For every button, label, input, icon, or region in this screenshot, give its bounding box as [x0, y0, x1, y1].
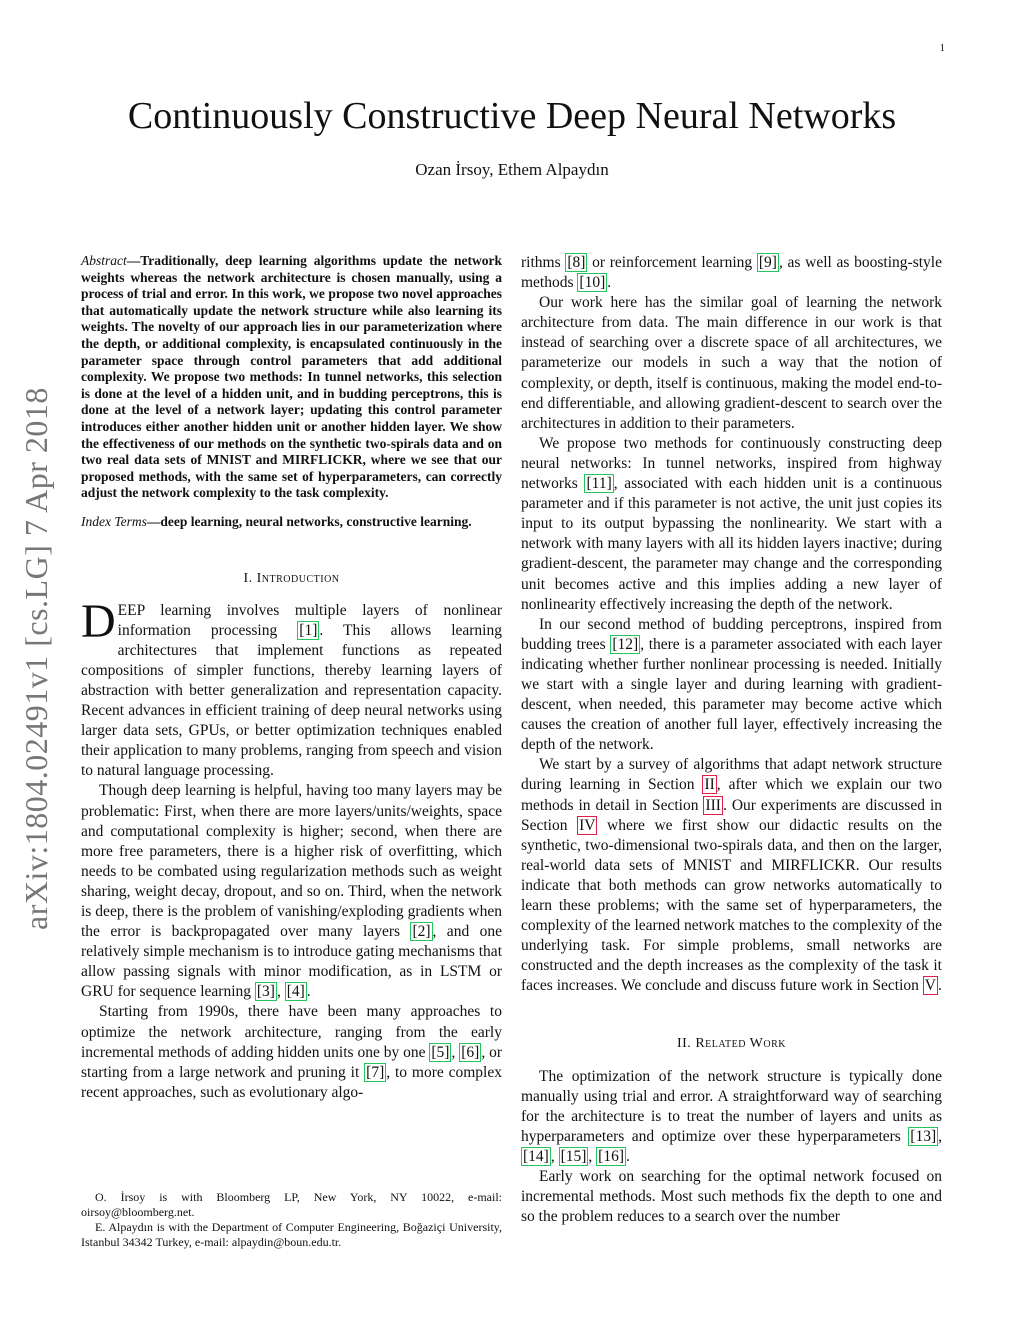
citation-link[interactable]: [1]: [299, 621, 318, 639]
citation-link[interactable]: [7]: [366, 1063, 385, 1081]
text-run: , after which we explain our two methods in detail in Section: [521, 776, 942, 814]
text-run: We propose two methods for continuously constructing deep neural networks: In tunnel networks, inspired from highway networks: [521, 434, 942, 493]
arxiv-watermark: arXiv:1804.02491v1 [cs.LG] 7 Apr 2018: [18, 387, 54, 930]
citation-link[interactable]: [5]: [431, 1043, 450, 1061]
citation-link[interactable]: [12]: [612, 635, 639, 653]
right-paragraph-1: [521, 253, 942, 293]
right-column: [521, 253, 942, 1227]
citation-link[interactable]: [15]: [560, 1147, 587, 1165]
citation-link[interactable]: [14]: [523, 1147, 549, 1165]
section-numeral: I.: [243, 570, 257, 586]
section-numeral: II.: [676, 1036, 696, 1052]
footnote-2: E. Alpaydın is with the Department of Computer Engineering, Boğaziçi University, Istanbul 34342 Turkey, e-mail: alpaydin@boun.edu.tr.: [81, 1220, 502, 1249]
text-run: Though deep learning is helpful, having too many layers may be problematic: First, when there are more layers/units/weights, space and computational complexity is higher; second, when there are more free parameters, there is a higher risk of overfitting, which needs to be combated using regularization methods such as weight sharing, weight decay, dropout, and so on. Third, when the network is deep, there is the problem of vanishing/exploding gradients when the error is backpropagated over many layers: [81, 782, 502, 941]
footnotes: [81, 1190, 502, 1250]
text-run: , as well as boosting-style methods: [521, 254, 942, 292]
intro-paragraph-1: [81, 594, 502, 782]
text-run: ,: [451, 1043, 460, 1061]
text-run: EEP learning involves multiple layers of nonlinear information processing: [117, 601, 502, 639]
section-heading-related-work: [521, 1034, 942, 1054]
section-heading-introduction: [81, 569, 502, 589]
right-paragraph-4: [521, 615, 942, 756]
citation-link[interactable]: [6]: [461, 1043, 480, 1061]
text-run: where we first show our didactic results on the synthetic, two-dimensional two-spirals data, and then on the larger, real-world data sets of MNIST and MIRFLICKR. Our results indicate that both methods can grow networks automatically to learn these problems; with the same set of hyperparameters, the complexity of the learned network matches to the complexity of the underlying task. For simple problems, small networks are constructed and the depth increases as the complexity of the task it faces increases. We conclude and discuss future work in Section: [521, 816, 942, 995]
text-run: rithms: [521, 254, 566, 271]
text-run: Starting from 1990s, there have been many approaches to optimize the network architecture, ranging from the early incremental methods of adding hidden units one by one: [81, 1003, 502, 1061]
related-work-paragraph-1: [521, 1067, 942, 1167]
citation-link[interactable]: [8]: [567, 254, 586, 271]
text-run: , and one relatively simple mechanism is to introduce gating mechanisms that allow passing signals with minor modification, as in LSTM or GRU for sequence learning: [81, 923, 502, 1001]
intro-paragraph-2: [81, 781, 502, 1002]
citation-link[interactable]: [11]: [586, 475, 612, 493]
citation-link[interactable]: [13]: [910, 1127, 937, 1145]
text-run: ,: [276, 983, 285, 1001]
abstract: [81, 253, 502, 502]
right-paragraph-2: Our work here has the similar goal of learning the network architecture from data. The main difference in our work is that instead of searching over a discrete space of all architectures, we parameterize our models in such a way that the notion of complexity, or depth, itself is continuous, making the model end-to-end differentiable, and allowing gradient-descent to search over the architectures in addition to their parameters.: [521, 294, 942, 432]
text-run: . This allows learning architectures that implement functions as repeated compositions of simpler functions, thereby learning layers of abstraction with better generalization and representation capacity. Recent advances in efficient training of deep neural networks using larger data sets, GPUs, or better optimization techniques enabled their application to many problems, ranging from speech and vision to natural language processing.: [81, 621, 502, 780]
index-terms-text: —deep learning, neural networks, constructive learning.: [146, 513, 472, 529]
text-run: or reinforcement learning: [587, 254, 757, 271]
citation-link[interactable]: [2]: [412, 923, 431, 941]
text-run: In our second method of budding perceptrons, inspired from budding trees: [521, 615, 942, 653]
text-run: .: [625, 1147, 630, 1165]
footnote-1: O. İrsoy is with Bloomberg LP, New York, NY 10022, e-mail: oirsoy@bloomberg.net.: [81, 1190, 502, 1219]
section-title: Introduction: [256, 570, 340, 586]
paper-authors: Ozan İrsoy, Ethem Alpaydın: [415, 160, 609, 179]
abstract-label: Abstract: [81, 253, 127, 268]
section-ref-link[interactable]: III: [705, 796, 721, 814]
text-run: , there is a parameter associated with each layer indicating whether further nonlinear processing is needed. Initially we start with a single layer and during learning with gradient-descent, when needed, this parameter may become active which causes the creation of another full layer, effectively increasing the depth of the network.: [521, 635, 942, 754]
related-work-paragraph-2: Early work on searching for the optimal network focused on incremental methods. Most such methods fix the depth to one and so the problem reduces to a search over the number: [521, 1168, 942, 1226]
text-run: The optimization of the network structure is typically done manually using trial and error. A straightforward way of searching for the architecture is to treat the number of layers and units as hyperparameters and optimize over these hyperparameters: [521, 1067, 942, 1145]
citation-link[interactable]: [3]: [256, 983, 275, 1001]
citation-link[interactable]: [9]: [758, 254, 777, 271]
text-run: , associated with each hidden unit is a continuous parameter and if this parameter is not active, the unit just copies its input to its output bypassing the nonlinearity. We start with a network with many layers with all its hidden layers inactive; during gradient-descent, the parameter may change and the corresponding unit becomes active and this implies adding a new layer of nonlinearity effectively increasing the depth of the network.: [521, 475, 942, 613]
text-run: ,: [550, 1147, 559, 1165]
right-paragraph-3: [521, 434, 942, 615]
drop-cap: D: [81, 594, 116, 648]
text-run: ,: [588, 1147, 597, 1165]
page-number: 1: [939, 42, 945, 54]
text-run: .: [607, 274, 612, 292]
paper-title: Continuously Constructive Deep Neural Networks: [127, 95, 897, 137]
section-ref-link[interactable]: IV: [579, 816, 596, 834]
text-run: , or starting from a large network and pruning it: [81, 1043, 502, 1081]
text-run: .: [937, 977, 942, 995]
left-column: [81, 253, 502, 1103]
section-title: Related Work: [695, 1036, 786, 1052]
text-run: ,: [938, 1127, 942, 1145]
text-run: . Our experiments are discussed in Section: [521, 796, 942, 834]
abstract-text: —Traditionally, deep learning algorithms update the network weights whereas the network architecture is chosen manually, using a process of trial and error. In this work, we propose two novel approaches that automatically update the network structure while also learning its weights. The novelty of our approach lies in our parameterization where the depth, or additional complexity, is encapsulated continuously in the parameter space through control parameters that add additional complexity. We propose two methods: In tunnel networks, this selection is done at the level of a hidden unit, and in budding perceptrons, this is done at the level of a network layer; updating this control parameter introduces either another hidden unit or another hidden layer. We show the effectiveness of our methods on the synthetic two-spirals data and on two real data sets of MNIST and MIRFLICKR, where we see that our proposed methods, with the same set of hyperparameters, can correctly adjust the network complexity to the task complexity.: [81, 253, 502, 501]
section-ref-link[interactable]: V: [924, 977, 936, 995]
index-terms: [81, 514, 502, 531]
citation-link[interactable]: [4]: [286, 983, 305, 1001]
text-run: .: [306, 983, 311, 1001]
section-ref-link[interactable]: II: [704, 776, 715, 794]
intro-paragraph-3: [81, 1002, 502, 1102]
text-run: We start by a survey of algorithms that adapt network structure during learning in Section: [521, 756, 942, 794]
right-paragraph-5: [521, 755, 942, 996]
citation-link[interactable]: [10]: [579, 274, 606, 292]
text-run: , to more complex recent approaches, such as evolutionary algo-: [81, 1063, 502, 1101]
citation-link[interactable]: [16]: [598, 1147, 624, 1165]
index-terms-label: Index Terms: [81, 513, 147, 529]
